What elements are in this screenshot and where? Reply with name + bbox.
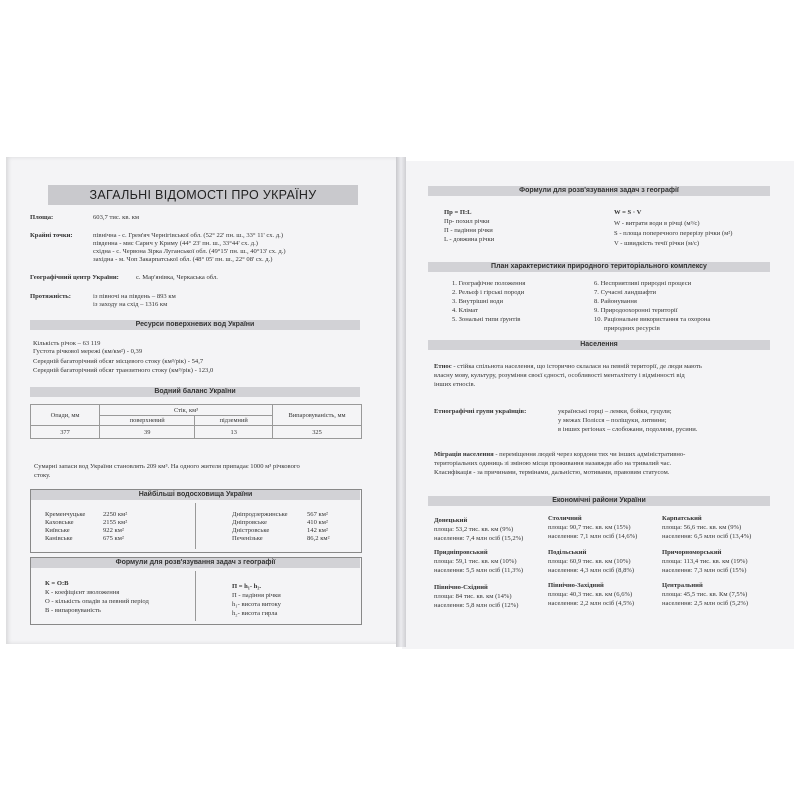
- reservoir-left-value: 2155 км²: [103, 519, 128, 526]
- ethnos-definition-3: інших етносів.: [434, 381, 476, 388]
- plan-item: 5. Зональні типи ґрунтів: [452, 316, 521, 323]
- region-population: населення: 7,4 млн осіб (15,2%): [434, 535, 524, 542]
- ethnos-definition-2: власну мову, культуру, розуміння своєї єдності, особливості менталітету і відмінності від: [434, 372, 685, 379]
- wb-value-precip: 377: [31, 426, 100, 439]
- wb-header-precip: Опади, мм: [31, 405, 100, 426]
- plan-item: 7. Сучасні ландшафти: [594, 289, 657, 296]
- reservoir-left-value: 675 км²: [103, 535, 124, 542]
- region-name: Причорноморський: [662, 549, 722, 556]
- region-name: Центральний: [662, 582, 703, 589]
- plan-header: План характеристики природного територіального комплексу: [428, 262, 770, 272]
- formulas-header-right: Формули для розв'язування задач з географії: [428, 186, 770, 196]
- water-balance-header: Водний баланс України: [30, 387, 360, 397]
- region-population: населення: 2,2 млн осіб (4,5%): [548, 600, 635, 607]
- reservoir-right-name: Печенізьке: [232, 535, 263, 542]
- regions-header: Економічні райони України: [428, 496, 770, 506]
- length-west-east: із заходу на схід – 1316 км: [93, 301, 168, 308]
- length-north-south: із півночі на південь – 893 км: [93, 293, 176, 300]
- extreme-point-west: західна - м. Чоп Закарпатської обл. (48° 05' пн. ш., 22° 08' сх. д.): [93, 256, 273, 263]
- ethno-groups-label: Етнографічні групи українців:: [434, 408, 527, 415]
- ethnos-label: Етнос: [434, 363, 452, 370]
- formula-river-fall: П = h₁- h₂.: [232, 583, 261, 590]
- region-name: Карпатський: [662, 515, 702, 522]
- region-population: населення: 5,5 млн осіб (11,3%): [434, 567, 524, 574]
- region-population: населення: 6,5 млн осіб (13,4%): [662, 533, 752, 540]
- formula-river-fall-line: h₂- висота гирла: [232, 610, 278, 617]
- region-name: Столичний: [548, 515, 582, 522]
- region-population: населення: 7,3 млн осіб (15%): [662, 567, 747, 574]
- reservoir-right-name: Дніпродзержинське: [232, 511, 288, 518]
- reservoir-left-name: Канівське: [45, 535, 73, 542]
- region-name: Північно-Західний: [548, 582, 604, 589]
- migration-definition-2: територіальних одиниць зі зміною місця проживання назавжди або на тривалий час.: [434, 460, 672, 467]
- local-runoff: Середній багаторічний обсяг місцевого стоку (км³/рік) - 54,7: [33, 358, 204, 365]
- formula-discharge-line: S - площа поперечного перерізу річки (м²): [614, 230, 733, 237]
- region-population: населення: 4,3 млн осіб (8,8%): [548, 567, 635, 574]
- formula-moisture-line: К - коефіцієнт зволоження: [45, 589, 120, 596]
- water-reserves-text-2: стоку.: [34, 472, 51, 479]
- reservoir-left-name: Кременчуцьке: [45, 511, 86, 518]
- reservoirs-divider: [195, 503, 196, 549]
- reservoir-left-value: 2250 км²: [103, 511, 128, 518]
- migration-text: - переміщення людей через кордони тих чи інших адміністративно-: [493, 451, 686, 458]
- plan-item: 6. Несприятливі природні процеси: [594, 280, 692, 287]
- formula-slope-line: L - довжина річки: [444, 236, 495, 243]
- page-title-band: [48, 185, 358, 205]
- wb-header-surface: поверхневий: [100, 416, 195, 426]
- reservoir-right-value: 567 км²: [307, 511, 328, 518]
- formula-discharge: W = S · V: [614, 209, 642, 216]
- extreme-point-east: східна - с. Червона Зірка Луганської обл. (49°15' пн. ш., 40°13' сх. д.): [93, 248, 286, 255]
- plan-item: природних ресурсів: [604, 325, 660, 332]
- migration-label: Міграція населення: [434, 451, 494, 458]
- ethno-group: українські горці – лемки, бойки, гуцули;: [558, 408, 672, 415]
- wb-header-underground: підземний: [195, 416, 273, 426]
- reservoir-right-name: Дніпровське: [232, 519, 267, 526]
- page-title: ЗАГАЛЬНІ ВІДОМОСТІ ПРО УКРАЇНУ: [89, 188, 317, 202]
- region-area: площа: 90,7 тис. кв. км (15%): [548, 524, 631, 531]
- region-population: населення: 2,5 млн осіб (5,2%): [662, 600, 749, 607]
- plan-item: 3. Внутрішні води: [452, 298, 504, 305]
- formula-moisture-line: В - випаровуваність: [45, 607, 101, 614]
- region-name: Північно-Східний: [434, 584, 488, 591]
- migration-definition-1: [434, 451, 685, 459]
- region-area: площа: 113,4 тис. кв. км (19%): [662, 558, 748, 565]
- formula-discharge-line: V - швидкість течії річки (м/с): [614, 240, 700, 247]
- extreme-point-south: південна - мис Сарич у Криму (44° 23' пн. ш., 33°44' сх. д.): [93, 240, 258, 247]
- reservoir-right-value: 86,2 км²: [307, 535, 330, 542]
- transit-runoff: Середній багаторічний обсяг транзитного стоку (км³/рік) - 123,0: [33, 367, 214, 374]
- region-area: площа: 84 тис. кв. км (14%): [434, 593, 512, 600]
- water-balance-table: [30, 404, 362, 439]
- region-name: Подільський: [548, 549, 587, 556]
- region-area: площа: 56,6 тис. кв. км (9%): [662, 524, 742, 531]
- water-reserves-text-1: Сумарні запаси вод України становлять 209 км³. На одного жителя припадає 1000 м³ річкового: [34, 463, 300, 470]
- extreme-point-north: північна - с. Грем'яч Чернігівської обл. (52° 22' пн. ш., 33° 11' сх. д.): [93, 232, 284, 239]
- region-area: площа: 60,9 тис. кв. км (10%): [548, 558, 631, 565]
- region-area: площа: 53,2 тис. кв. км (9%): [434, 526, 514, 533]
- reservoir-right-name: Дністровське: [232, 527, 270, 534]
- formula-discharge-line: W - витрати води в річці (м³/с): [614, 220, 700, 227]
- surface-water-header: Ресурси поверхневих вод України: [30, 320, 360, 330]
- formulas-divider-left: [195, 571, 196, 621]
- formula-slope: Пр = П:L: [444, 209, 472, 216]
- formula-moisture-line: О - кількість опадів за певний період: [45, 598, 149, 605]
- region-population: населення: 7,1 млн осіб (14,6%): [548, 533, 638, 540]
- wb-value-surface: 39: [100, 426, 195, 439]
- reservoir-right-value: 142 км²: [307, 527, 328, 534]
- geo-center-value: с. Мар'янівка, Черкаська обл.: [136, 274, 218, 281]
- wb-header-runoff: Стік, км³: [100, 405, 273, 416]
- region-area: площа: 59,1 тис. кв. км (10%): [434, 558, 517, 565]
- formula-slope-line: Пр- похил річки: [444, 218, 490, 225]
- reservoir-left-value: 922 км²: [103, 527, 124, 534]
- extreme-points-label: Крайні точки:: [30, 232, 73, 239]
- rivers-count: Кількість річок – 63 119: [33, 340, 101, 347]
- reservoirs-header: Найбільші водосховища України: [31, 490, 360, 500]
- ethnos-definition-1: [434, 363, 702, 371]
- area-value: 603,7 тис. кв. км: [93, 214, 140, 221]
- formula-moisture: К = О:В: [45, 580, 69, 587]
- wb-value-underground: 13: [195, 426, 273, 439]
- reservoir-right-value: 410 км²: [307, 519, 328, 526]
- ethnos-text: - стійка спільнота населення, що історично склалася на певній території, де люди мають: [451, 363, 702, 370]
- wb-value-evap: 325: [273, 426, 362, 439]
- ethno-group: у межах Полісся – поліщуки, литвини;: [558, 417, 667, 424]
- formula-river-fall-line: h₁- висота витоку: [232, 601, 281, 608]
- length-label: Протяжність:: [30, 293, 71, 300]
- reservoir-left-name: Київське: [45, 527, 70, 534]
- formula-river-fall-line: П - падіння річки: [232, 592, 281, 599]
- reservoir-left-name: Каховське: [45, 519, 74, 526]
- plan-item: 8. Районування: [594, 298, 637, 305]
- formula-slope-line: П - падіння річки: [444, 227, 493, 234]
- plan-item: 10. Раціональне використання та охорона: [594, 316, 711, 323]
- formulas-header-left: Формули для розв'язування задач з географії: [31, 558, 360, 568]
- plan-item: 2. Рельєф і гірські породи: [452, 289, 525, 296]
- ethno-group: в інших регіонах – слобожани, подоляни, русини.: [558, 426, 698, 433]
- wb-header-evap: Випаровуваність, мм: [273, 405, 362, 426]
- area-label: Площа:: [30, 214, 54, 221]
- geo-center-label: Географічний центр України:: [30, 274, 119, 281]
- region-area: площа: 45,5 тис. кв. Км (7,5%): [662, 591, 748, 598]
- region-population: населення: 5,8 млн осіб (12%): [434, 602, 519, 609]
- region-name: Придніпровський: [434, 549, 488, 556]
- region-area: площа: 40,3 тис. кв. км (6,6%): [548, 591, 633, 598]
- population-header: Населення: [428, 340, 770, 350]
- book-spine: [396, 157, 406, 647]
- river-density: Густота річкової мережі (км/км²) - 0,39: [33, 348, 143, 355]
- plan-item: 4. Клімат: [452, 307, 478, 314]
- migration-definition-3: Класифікація - за причинами, термінами, дальністю, мотивами, правовим статусом.: [434, 469, 670, 476]
- plan-item: 9. Природоохоронні території: [594, 307, 678, 314]
- plan-item: 1. Географічне положення: [452, 280, 526, 287]
- region-name: Донецький: [434, 517, 468, 524]
